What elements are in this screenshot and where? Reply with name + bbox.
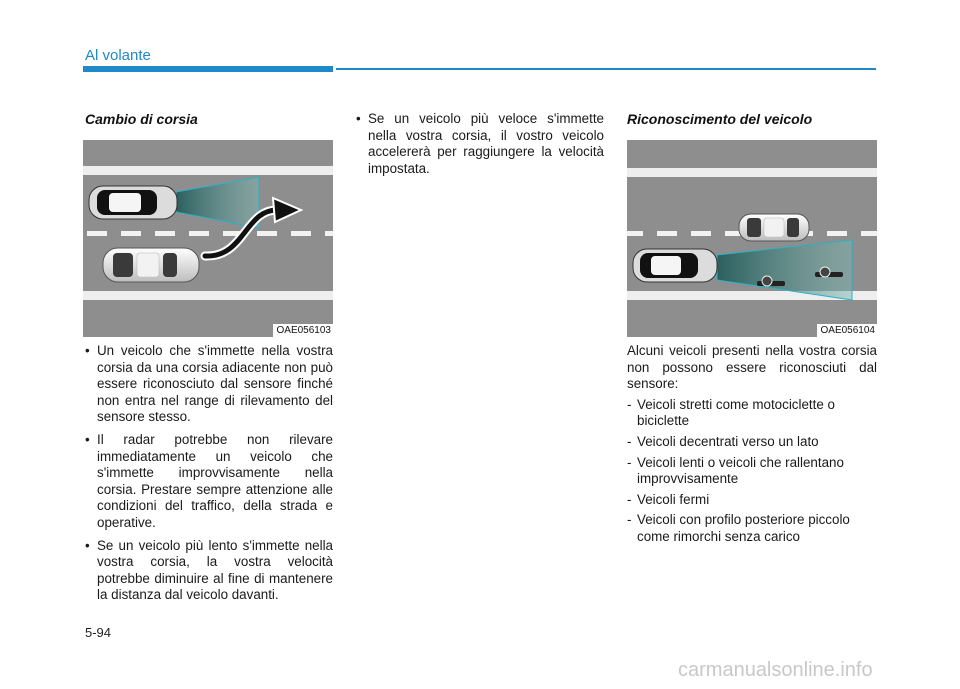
list-item: - Veicoli decentrati verso un lato: [627, 434, 877, 451]
header-rule-thick: [83, 66, 333, 72]
figure-code: OAE056103: [273, 324, 334, 337]
lane-change-illustration: [83, 140, 333, 337]
figure-code: OAE056104: [817, 324, 878, 337]
bullet-item: • Un veicolo che s'immette nella vostra corsia da una corsia adiacente non può essere riconosciuto dal sensore finché non entra nel range di rilevamento del sensore stesso.: [85, 343, 333, 426]
list-item: - Veicoli lenti o veicoli che rallentano improvvisamente: [627, 455, 877, 488]
header-rule-thin: [336, 68, 876, 70]
section-header: Al volante: [85, 47, 151, 64]
heading-vehicle-recognition: Riconoscimento del veicolo: [627, 111, 813, 127]
bullet-item: • Il radar potrebbe non rilevare immediatamente un veicolo che s'immette improvvisamente nella corsia. Prestare sempre attenzione alle condizioni del traffico, della strada e operative.: [85, 432, 333, 532]
vehicle-recognition-illustration: [627, 140, 877, 337]
figure-lane-change: [83, 140, 333, 337]
intro-paragraph: Alcuni veicoli presenti nella vostra corsia non possono essere riconosciuti dal sensore:: [627, 343, 877, 392]
page-number: 5-94: [85, 625, 112, 640]
bullet-item: • Se un veicolo più veloce s'immette nella vostra corsia, il vostro veicolo accelererà per raggiungere la velocità impostata.: [356, 111, 604, 177]
heading-lane-change: Cambio di corsia: [85, 111, 198, 127]
watermark: carmanualsonline.info: [678, 659, 873, 681]
right-text-column: [627, 343, 877, 550]
figure-vehicle-recognition: [627, 140, 877, 337]
list-item: - Veicoli fermi: [627, 492, 877, 509]
bullet-item: • Se un veicolo più lento s'immette nella vostra corsia, la vostra velocità potrebbe diminuire al fine di mantenere la distanza dal veicolo davanti.: [85, 538, 333, 604]
list-item: - Veicoli stretti come motociclette o biciclette: [627, 397, 877, 430]
left-text-column: [85, 343, 333, 610]
middle-text-column: [356, 111, 604, 183]
list-item: - Veicoli con profilo posteriore piccolo come rimorchi senza carico: [627, 512, 877, 545]
